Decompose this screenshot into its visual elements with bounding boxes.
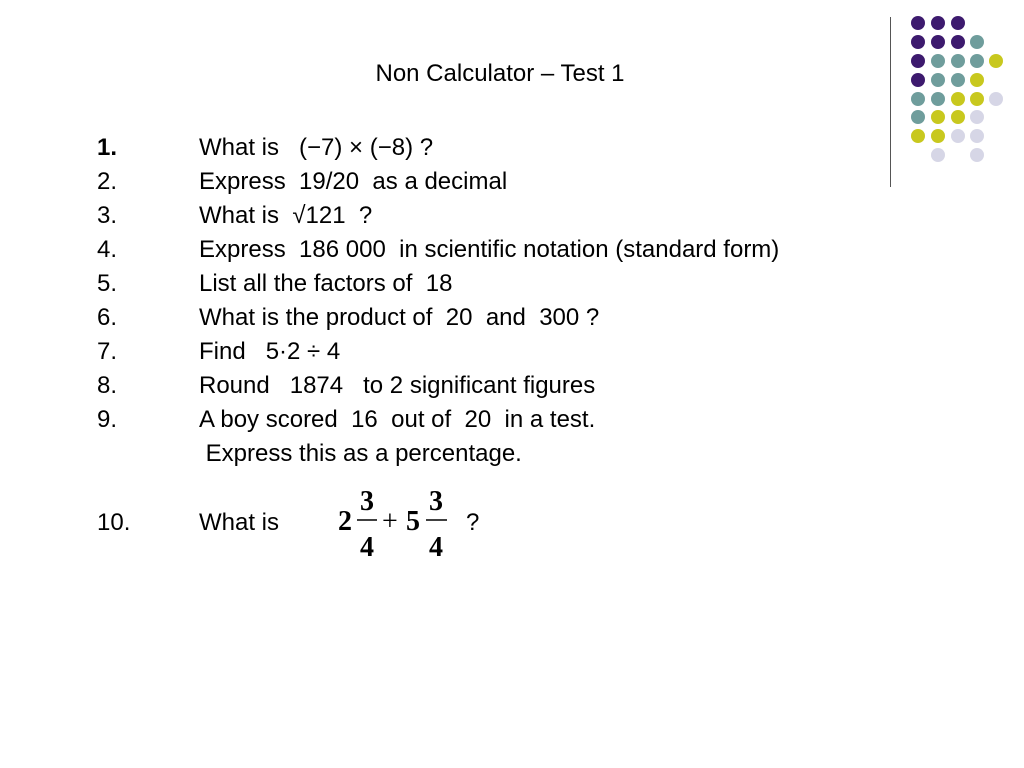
decorative-dot: [911, 92, 925, 106]
decorative-dot: [911, 16, 925, 30]
decorative-dot: [931, 35, 945, 49]
question-8: [0, 369, 1000, 403]
question-number: 6.: [97, 304, 118, 331]
decorative-dot: [970, 92, 984, 106]
question-number: 2.: [97, 168, 118, 195]
slide-title: Non Calculator – Test 1: [375, 60, 625, 87]
plus-operator: +: [382, 506, 398, 537]
question-number: 8.: [97, 372, 118, 399]
question-6: [0, 301, 1000, 335]
decorative-dot: [951, 92, 965, 106]
question-text: List all the factors of 18: [199, 270, 453, 297]
question-mark: ?: [466, 509, 480, 536]
question-4: [0, 233, 1000, 267]
decorative-dot: [951, 35, 965, 49]
question-9: [0, 403, 1000, 437]
question-number: 3.: [97, 202, 118, 229]
question-text: Express 19/20 as a decimal: [199, 168, 508, 195]
question-number: 5.: [97, 270, 118, 297]
question-7: [0, 335, 1000, 369]
decorative-dot: [989, 92, 1003, 106]
whole-number: 2: [338, 506, 352, 537]
whole-number: 5: [406, 506, 420, 537]
decorative-dot: [951, 110, 965, 124]
question-text: What is the product of 20 and 300 ?: [199, 304, 600, 331]
decorative-dot: [951, 16, 965, 30]
question-10: [0, 506, 1000, 540]
question-text: What is: [199, 509, 280, 536]
denominator: 4: [429, 532, 443, 558]
decorative-dot: [911, 110, 925, 124]
question-text: Express this as a percentage.: [199, 440, 522, 467]
denominator: 4: [360, 532, 374, 558]
question-text: A boy scored 16 out of 20 in a test.: [199, 406, 596, 433]
decorative-dot: [970, 110, 984, 124]
numerator: 3: [429, 486, 443, 517]
question-text: Round 1874 to 2 significant figures: [199, 372, 596, 399]
question-text: Find 5·2 ÷ 4: [199, 338, 341, 365]
decorative-dot: [931, 110, 945, 124]
question-9-continuation: [0, 437, 1000, 471]
question-5: [0, 267, 1000, 301]
question-text: What is (−7) × (−8) ?: [199, 134, 434, 161]
decorative-dot: [931, 92, 945, 106]
question-text: What is √121 ?: [199, 202, 373, 229]
question-number: 9.: [97, 406, 118, 433]
question-1: [0, 131, 1000, 165]
decorative-dot: [911, 35, 925, 49]
question-text: Express 186 000 in scientific notation (standard form): [199, 236, 780, 263]
decorative-dot: [970, 35, 984, 49]
decorative-dot: [931, 16, 945, 30]
mixed-number-expression: [336, 484, 456, 558]
question-number: 10.: [97, 509, 131, 536]
question-number: 4.: [97, 236, 118, 263]
question-number: 7.: [97, 338, 118, 365]
question-number: 1.: [97, 134, 118, 161]
question-2: [0, 165, 1000, 199]
numerator: 3: [360, 486, 374, 517]
question-3: [0, 199, 1000, 233]
